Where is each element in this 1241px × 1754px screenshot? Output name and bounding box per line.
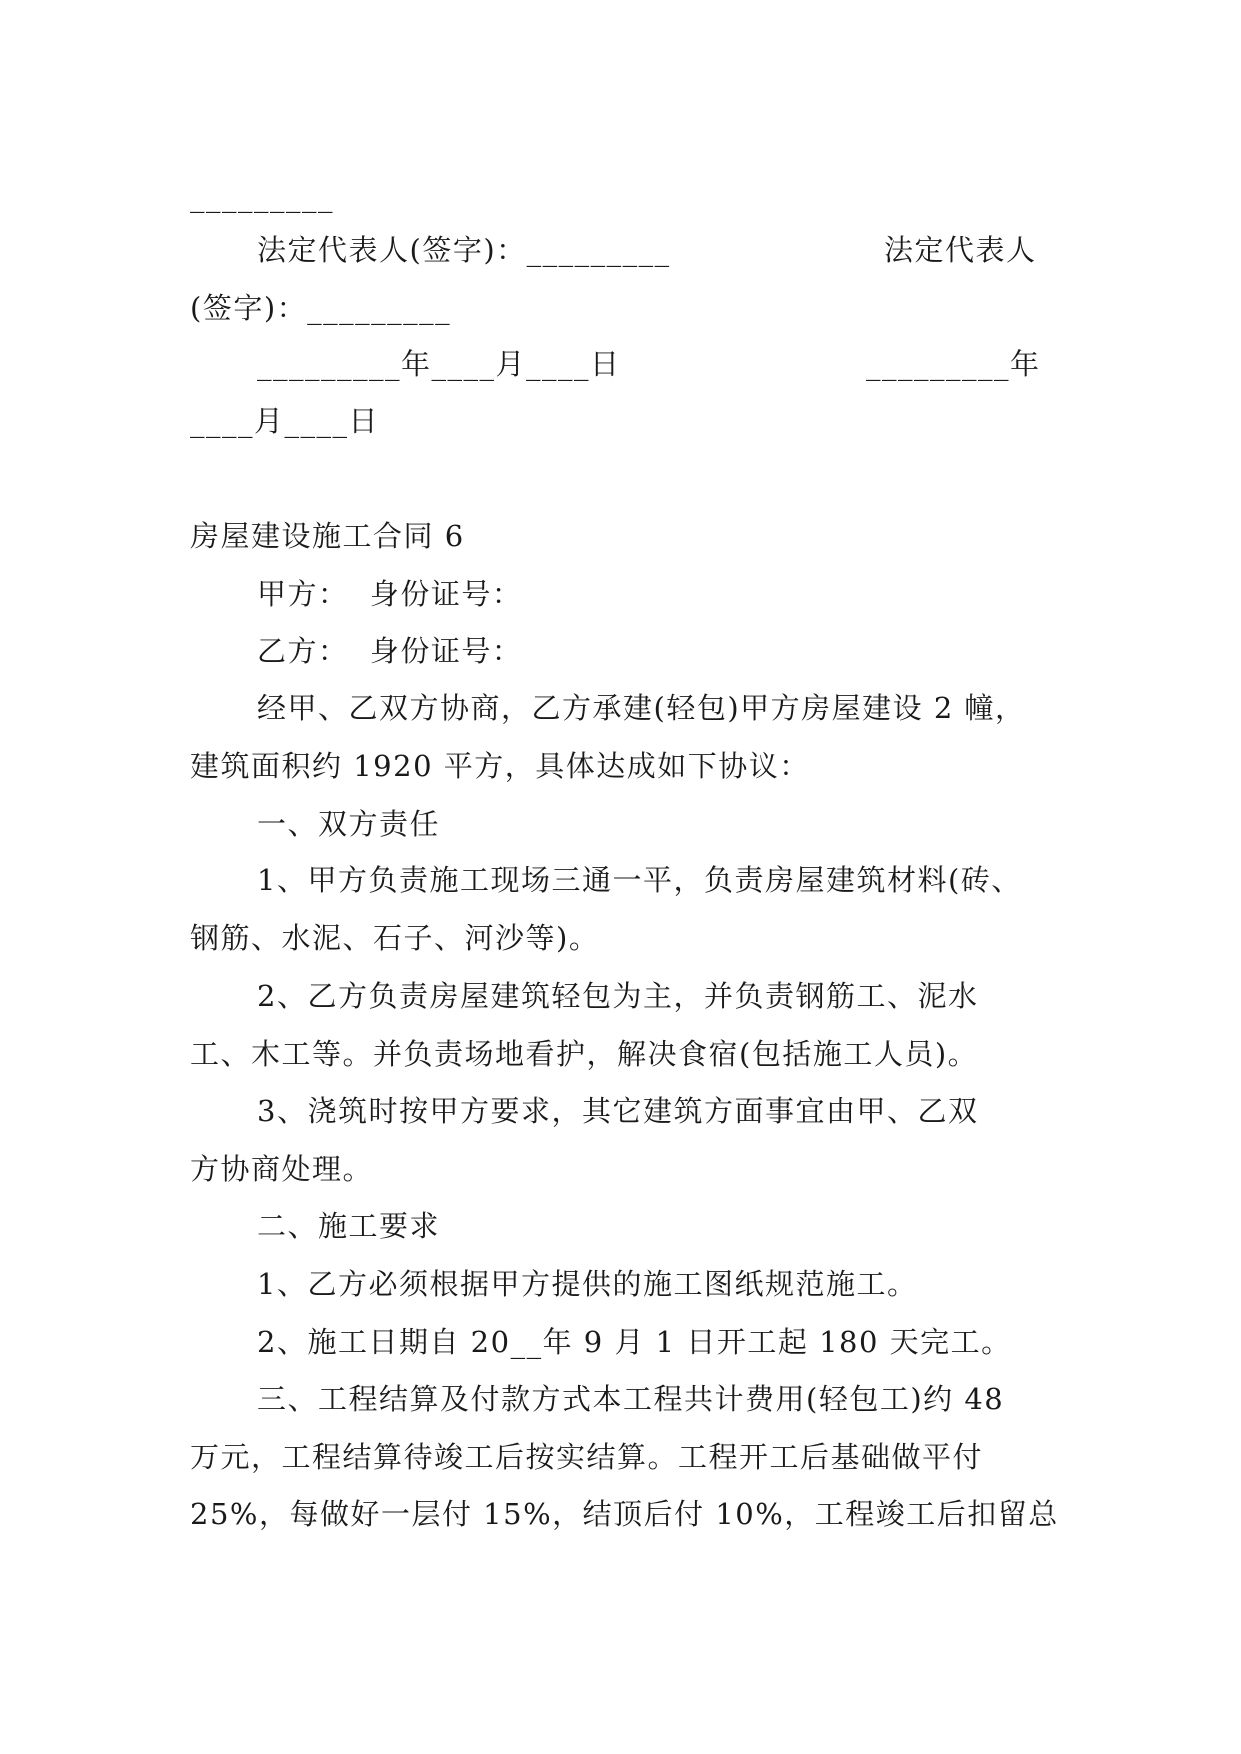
s3-line1: 三、工程结算及付款方式本工程共计费用(轻包工)约 48 <box>257 1382 1005 1416</box>
s1-item2-line1: 2、乙方负责房屋建筑轻包为主，并负责钢筋工、泥水 <box>257 979 979 1013</box>
s1-item3-line2: 方协商处理。 <box>190 1152 374 1186</box>
party-b: 乙方： 身份证号： <box>257 634 523 668</box>
contract-title: 房屋建设施工合同 6 <box>190 519 465 553</box>
legal-rep-right-cont: (签字)：_________ <box>190 291 452 325</box>
s3-line3: 25%，每做好一层付 15%，结顶后付 10%，工程竣工后扣留总 <box>190 1497 1059 1531</box>
s2-item2: 2、施工日期自 20__年 9 月 1 日开工起 180 天完工。 <box>257 1325 1012 1359</box>
date-left: _________年____月____日 <box>257 347 621 381</box>
legal-rep-right-label: 法定代表人 <box>884 233 1037 267</box>
s1-item2-line2: 工、木工等。并负责场地看护，解决食宿(包括施工人员)。 <box>190 1037 979 1071</box>
date-right-year: _________年 <box>866 347 1041 381</box>
party-a: 甲方： 身份证号： <box>257 577 523 611</box>
s2-item1: 1、乙方必须根据甲方提供的施工图纸规范施工。 <box>257 1267 918 1301</box>
s3-line2: 万元，工程结算待竣工后按实结算。工程开工后基础做平付 <box>190 1440 984 1474</box>
signature-blank-top: _________ <box>190 179 334 213</box>
s1-item1-line1: 1、甲方负责施工现场三通一平，负责房屋建筑材料(砖、 <box>257 863 1022 897</box>
date-right-cont: ____月____日 <box>190 404 380 438</box>
section-1-title: 一、双方责任 <box>257 807 441 841</box>
legal-rep-left-label: 法定代表人(签字)：_________ <box>257 233 671 267</box>
s1-item3-line1: 3、浇筑时按甲方要求，其它建筑方面事宜由甲、乙双 <box>257 1094 979 1128</box>
s1-item1-line2: 钢筋、水泥、石子、河沙等)。 <box>190 921 600 955</box>
section-2-title: 二、施工要求 <box>257 1209 441 1243</box>
intro-line-1: 经甲、乙双方协商，乙方承建(轻包)甲方房屋建设 2 幢， <box>257 691 1026 725</box>
intro-line-2: 建筑面积约 1920 平方，具体达成如下协议： <box>190 749 810 783</box>
